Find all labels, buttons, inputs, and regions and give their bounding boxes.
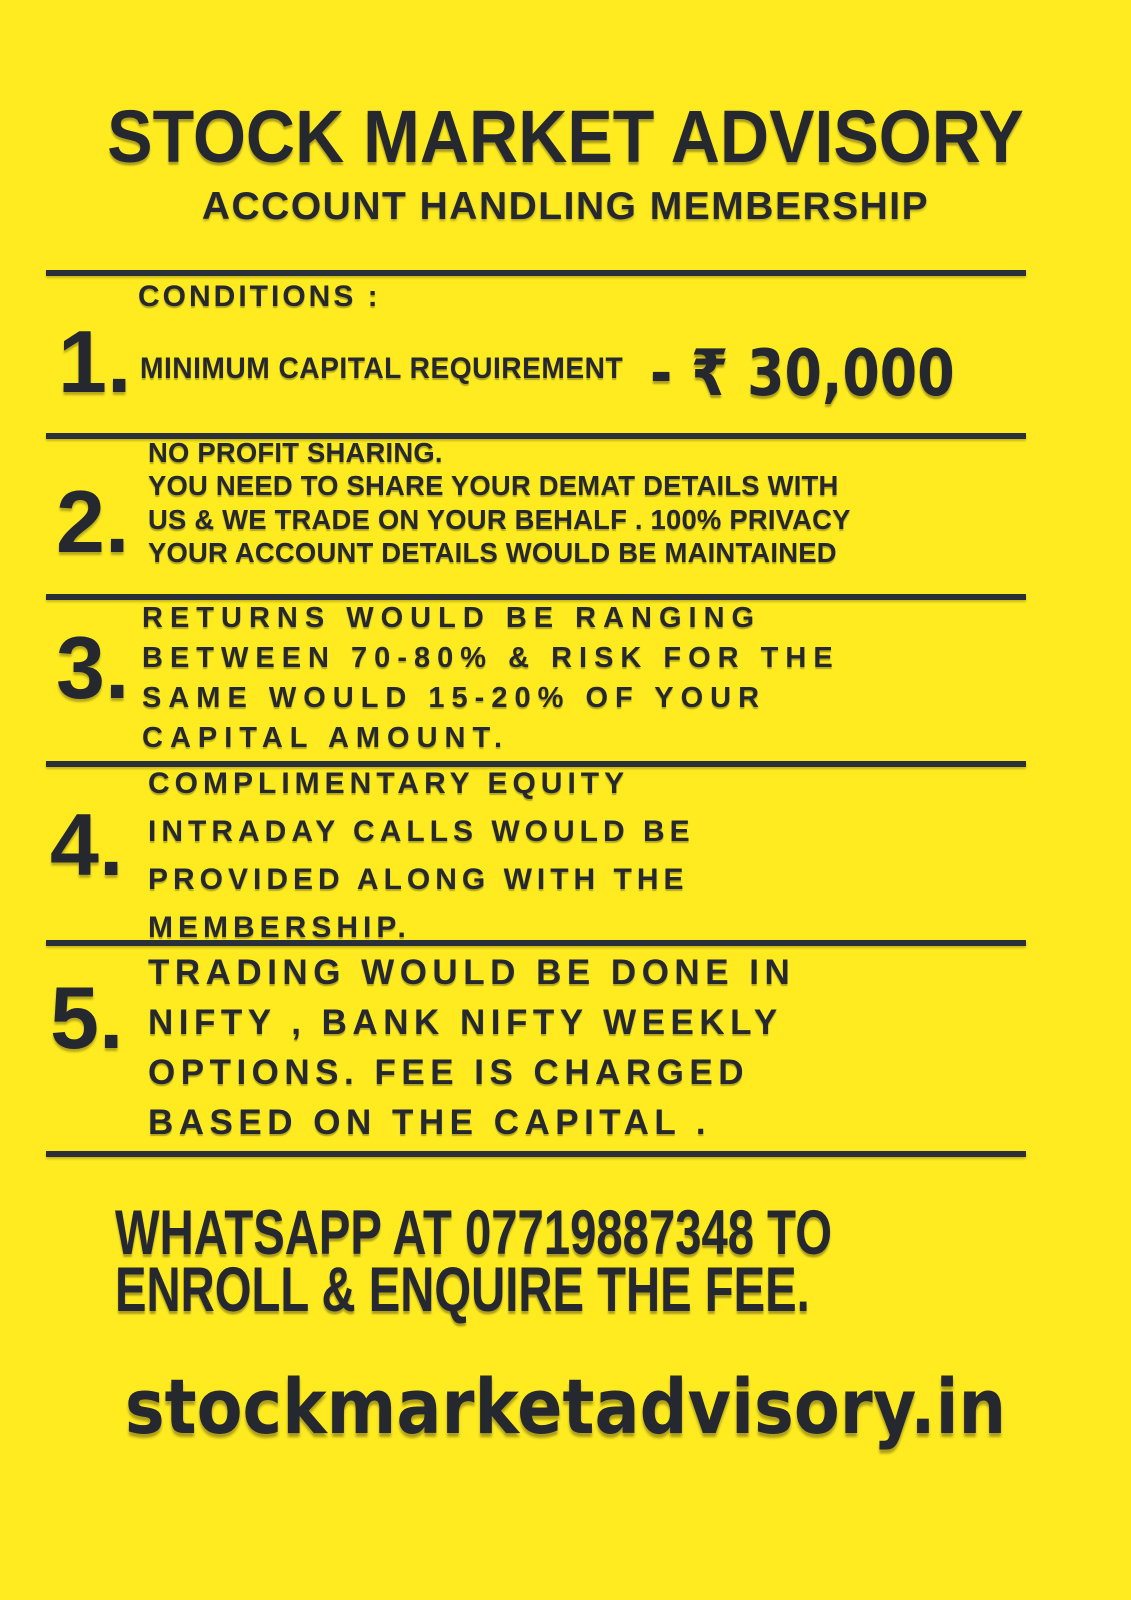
condition-5-number: 5. bbox=[50, 968, 124, 1067]
condition-3-line-1: RETURNS WOULD BE RANGING bbox=[142, 602, 762, 634]
condition-2-line-4: YOUR ACCOUNT DETAILS WOULD BE MAINTAINED bbox=[148, 537, 837, 569]
condition-2-line-1: NO PROFIT SHARING. bbox=[148, 437, 443, 468]
condition-4-line-4: MEMBERSHIP. bbox=[148, 911, 411, 944]
condition-3-number: 3. bbox=[56, 618, 130, 717]
condition-4-number: 4. bbox=[50, 795, 124, 894]
poster-title: STOCK MARKET ADVISORY bbox=[107, 95, 1024, 178]
condition-3-line-2: BETWEEN 70-80% & RISK FOR THE bbox=[142, 642, 840, 674]
whatsapp-cta-line-1: WHATSAPP AT 07719887348 TO bbox=[115, 1198, 832, 1268]
condition-3-line-4: CAPITAL AMOUNT. bbox=[142, 722, 510, 754]
condition-4-text bbox=[148, 760, 695, 952]
condition-3-text bbox=[142, 598, 840, 758]
website-url: stockmarketadvisory.in bbox=[124, 1362, 1007, 1451]
condition-1-number: 1. bbox=[58, 312, 132, 411]
whatsapp-cta-line-2: ENROLL & ENQUIRE THE FEE. bbox=[115, 1255, 810, 1325]
divider-line-6 bbox=[46, 1151, 1026, 1157]
condition-3-line-3: SAME WOULD 15-20% OF YOUR bbox=[142, 682, 767, 714]
condition-4-line-2: INTRADAY CALLS WOULD BE bbox=[148, 815, 695, 848]
condition-4-line-3: PROVIDED ALONG WITH THE bbox=[148, 863, 689, 896]
conditions-label: CONDITIONS : bbox=[138, 280, 381, 313]
condition-5-text bbox=[148, 948, 795, 1148]
condition-5-line-4: BASED ON THE CAPITAL . bbox=[148, 1103, 712, 1142]
condition-2-number: 2. bbox=[56, 472, 130, 571]
condition-2-line-3: US & WE TRADE ON YOUR BEHALF . 100% PRIVACY bbox=[148, 503, 851, 535]
divider-line-1 bbox=[46, 270, 1026, 276]
condition-5-line-3: OPTIONS. FEE IS CHARGED bbox=[148, 1053, 749, 1092]
condition-5-line-2: NIFTY , BANK NIFTY WEEKLY bbox=[148, 1003, 783, 1042]
condition-1-value: - ₹ 30,000 bbox=[650, 337, 955, 411]
condition-4-line-1: COMPLIMENTARY EQUITY bbox=[148, 767, 630, 800]
whatsapp-cta bbox=[115, 1198, 832, 1325]
condition-1-text: MINIMUM CAPITAL REQUIREMENT bbox=[140, 352, 624, 385]
condition-2-text bbox=[148, 436, 851, 570]
poster-subtitle: ACCOUNT HANDLING MEMBERSHIP bbox=[201, 185, 930, 228]
condition-2-line-2: YOU NEED TO SHARE YOUR DEMAT DETAILS WITH bbox=[148, 470, 839, 502]
condition-5-line-1: TRADING WOULD BE DONE IN bbox=[148, 953, 796, 992]
